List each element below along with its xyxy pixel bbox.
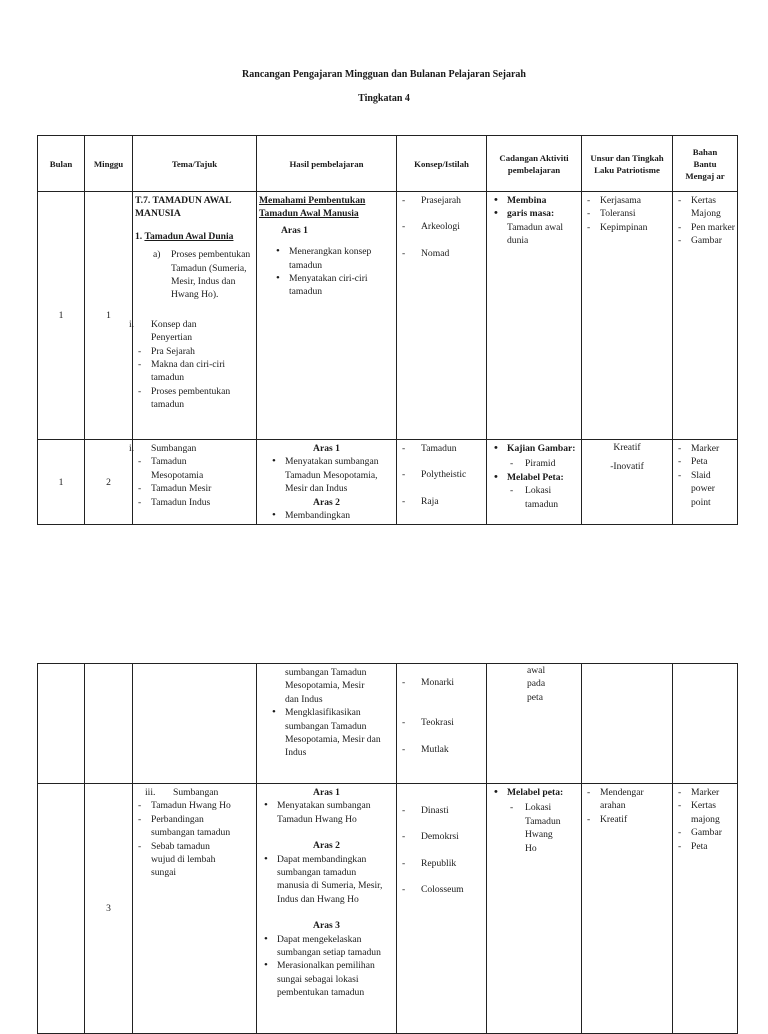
row3-cadangan-text: awal pada peta	[527, 665, 546, 703]
row2-tema-i-label: i.	[129, 443, 135, 454]
lesson-plan-table-page2	[37, 663, 738, 1034]
row3-konsep-list	[397, 664, 486, 758]
row2-tema-i-text: Sumbangan	[151, 443, 197, 454]
row2-tema-list	[135, 455, 254, 509]
row1-tema-i	[129, 318, 254, 345]
row4-bahan-cell	[673, 784, 738, 1034]
header-bahan: Bahan Bantu Mengaj ar	[673, 136, 738, 192]
list-item: • garis masa:	[489, 207, 579, 220]
list-item: - Tamadun Hwang Ho	[135, 799, 234, 812]
list-item: - Lokasi Tamadun Hwang Ho	[507, 801, 561, 855]
list-item: - Marker	[675, 442, 725, 455]
row1-minggu: 1	[85, 192, 133, 440]
row4-tema-list	[135, 799, 254, 879]
row3-unsur	[582, 664, 673, 784]
row2-hasil-cell	[257, 440, 397, 525]
list-item: - Tamadun Mesopotamia	[135, 455, 224, 482]
row1-unsur-cell	[582, 192, 673, 440]
list-item: • Melabel peta:	[489, 786, 579, 799]
row2-unsur-1: Kreatif	[613, 442, 641, 453]
list-item: - Kerjasama	[584, 194, 670, 207]
document-subtitle: Tingkatan 4	[358, 93, 410, 104]
row2-bulan: 1	[38, 440, 85, 525]
row4-cadangan-cell	[487, 784, 582, 1034]
list-item: - Peta	[675, 455, 725, 468]
list-item: - Prasejarah	[399, 194, 484, 207]
row3-hasil-list	[259, 706, 394, 760]
row2-cadangan-list	[487, 440, 581, 457]
row4-aras2: Aras 2	[313, 840, 340, 852]
row3-bahan	[673, 664, 738, 784]
list-item: - Marker	[675, 786, 731, 799]
row1-bahan-list	[673, 192, 737, 250]
row4-aras3: Aras 3	[313, 920, 340, 932]
list-item: - Mendengar arahan	[584, 786, 658, 813]
row4-konsep-cell	[397, 784, 487, 1034]
row1-konsep-list	[397, 192, 486, 262]
list-item: - Demokrsi	[399, 830, 484, 843]
row1-tema-list	[135, 345, 254, 412]
row4-konsep-list	[397, 784, 486, 899]
row4-tema-cell	[133, 784, 257, 1034]
list-item: - Nomad	[399, 247, 484, 260]
row2-tema-cell	[129, 440, 257, 525]
list-item: - Peta	[675, 840, 731, 853]
list-item: • Menyatakan sumbangan Tamadun Mesopotamia, Mesir dan Indus	[267, 455, 390, 495]
list-item: - Mutlak	[399, 743, 484, 756]
list-item: - Colosseum	[399, 883, 484, 896]
row2-unsur-cell	[582, 440, 673, 525]
row2-cad2-sub	[487, 484, 581, 511]
row1-tema-sub: Tamadun Awal Dunia	[144, 230, 234, 242]
document-title: Rancangan Pengajaran Mingguan dan Bulanan Pelajaran Sejarah	[242, 69, 526, 80]
header-konsep: Konsep/Istilah	[397, 136, 487, 192]
list-item: • Membina	[489, 194, 579, 207]
list-item: - Kertas Majong	[675, 194, 735, 221]
row1-tema-title: T.7. TAMADUN AWAL MANUSIA	[135, 195, 231, 220]
list-item: - Tamadun	[399, 442, 484, 455]
list-item: - Perbandingan sumbangan tamadun	[135, 813, 234, 840]
row1-hasil-title: Memahami Pembentukan Tamadun Awal Manusia	[259, 195, 366, 220]
header-tema: Tema/Tajuk	[133, 136, 257, 192]
list-item: • Menyatakan ciri-ciri tamadun	[271, 272, 384, 299]
row2-bahan-cell	[673, 440, 738, 525]
row3-tema	[133, 664, 257, 784]
list-item: - Raja	[399, 495, 484, 508]
list-item: - Kertas majong	[675, 799, 731, 826]
list-item: • Menyatakan sumbangan Tamadun Hwang Ho	[259, 799, 382, 826]
row3-konsep-cell	[397, 664, 487, 784]
row4-tema-i-text: Sumbangan	[173, 787, 219, 798]
table-row	[38, 784, 738, 1034]
header-unsur: Unsur dan Tingkah Laku Patriotisme	[582, 136, 673, 192]
list-item: • Menerangkan konsep tamadun	[271, 245, 384, 272]
lesson-plan-table-page1	[37, 135, 738, 525]
row2-tema-i	[129, 442, 254, 455]
row2-cadangan-cell	[487, 440, 582, 525]
row4-tema-i-label: iii.	[145, 787, 156, 798]
header-hasil: Hasil pembelajaran	[257, 136, 397, 192]
row4-aras3-list	[259, 933, 394, 1000]
list-item: • Mengklasifikasikan sumbangan Tamadun Mesopotamia, Mesir dan Indus	[267, 706, 390, 760]
list-item: • Melabel Peta:	[489, 471, 579, 484]
list-item: • Dapat mengekelaskan sumbangan setiap tamadun	[259, 933, 386, 960]
row4-hasil-cell	[257, 784, 397, 1034]
header-bulan: Bulan	[38, 136, 85, 192]
row1-cadangan-text: Tamadun awal dunia	[507, 221, 564, 247]
list-item: - Pen marker	[675, 221, 735, 234]
list-item: - Proses pembentukan tamadun	[135, 385, 244, 412]
row4-aras2-list	[259, 853, 394, 907]
row1-tema-num: 1.	[135, 230, 143, 242]
row1-bahan-cell	[673, 192, 738, 440]
row2-aras2: Aras 2	[313, 496, 340, 508]
row1-tema-a-text: Proses pembentukan Tamadun (Sumeria, Mesir, Indus dan Hwang Ho).	[171, 249, 251, 301]
list-item: - Sebab tamadun wujud di lembah sungai	[135, 840, 234, 880]
list-item: - Monarki	[399, 676, 484, 689]
header-minggu: Minggu	[85, 136, 133, 192]
row4-aras1-list	[259, 799, 394, 826]
list-item: - Slaid power point	[675, 469, 725, 509]
row2-aras1: Aras 1	[313, 443, 340, 454]
row1-tema-a	[135, 248, 254, 302]
header-cadangan: Cadangan Aktiviti pembelajaran	[487, 136, 582, 192]
row4-cad1-sub	[487, 801, 581, 855]
row2-konsep-cell	[397, 440, 487, 525]
row2-minggu: 2	[85, 440, 133, 525]
list-item: - Kreatif	[584, 813, 658, 826]
row1-hasil-cell	[257, 192, 397, 440]
row2-aras1-list	[259, 455, 394, 495]
row1-tema-a-label: a)	[153, 249, 161, 261]
list-item: - Dinasti	[399, 804, 484, 817]
list-item: - Kepimpinan	[584, 221, 670, 234]
list-item: - Polytheistic	[399, 468, 484, 481]
row3-cadangan-cell	[487, 664, 582, 784]
list-item: - Gambar	[675, 826, 731, 839]
row2-cadangan-list-2	[487, 471, 581, 484]
row2-konsep-list	[397, 440, 486, 510]
list-item: - Gambar	[675, 234, 735, 247]
table-row	[38, 440, 738, 525]
row1-hasil-aras: Aras 1	[281, 224, 308, 236]
list-item: - Tamadun Mesir	[135, 482, 224, 495]
row1-konsep-cell	[397, 192, 487, 440]
list-item: • Merasionalkan pemilihan sungai sebagai lokasi pembentukan tamadun	[259, 959, 386, 999]
row1-cadangan-list	[487, 192, 581, 223]
row1-tema-cell	[129, 192, 257, 440]
list-item: • Dapat membandingkan sumbangan tamadun manusia di Sumeria, Mesir, Indus dan Hwang Ho	[259, 853, 384, 907]
list-item: - Arkeologi	[399, 220, 484, 233]
row1-cadangan-cell	[487, 192, 582, 440]
row4-unsur-cell	[582, 784, 673, 1034]
row1-hasil-list	[259, 245, 394, 299]
list-item: - Makna dan ciri-ciri tamadun	[135, 358, 244, 385]
list-item: - Republik	[399, 857, 484, 870]
list-item: - Teokrasi	[399, 716, 484, 729]
table-header-row	[38, 136, 738, 192]
row4-unsur-list	[582, 784, 672, 828]
row4-bulan	[38, 784, 85, 1034]
row4-bahan-list	[673, 784, 737, 855]
row1-unsur-list	[582, 192, 672, 236]
row2-unsur-2: -Inovatif	[610, 461, 644, 473]
list-item: • Membandingkan	[267, 509, 394, 522]
list-item: - Lokasi tamadun	[507, 484, 561, 511]
row2-cad1-sub	[487, 457, 581, 470]
list-item: - Tamadun Indus	[135, 496, 224, 509]
row1-tema-i-label: i.	[129, 318, 135, 330]
row4-tema-i	[135, 786, 254, 799]
table-row	[38, 664, 738, 784]
row2-bahan-list	[673, 440, 737, 511]
list-item: - Piramid	[507, 457, 581, 470]
table-row	[38, 192, 738, 440]
row1-tema-i-text: Konsep dan Penyertian	[151, 318, 197, 344]
list-item: • Kajian Gambar:	[489, 442, 579, 455]
row4-aras1: Aras 1	[313, 787, 340, 798]
row4-minggu: 3	[85, 784, 133, 1034]
row1-tema-subheading	[135, 230, 254, 243]
list-item: - Toleransi	[584, 207, 670, 220]
row3-hasil-cell	[257, 664, 397, 784]
row1-bulan: 1	[38, 192, 85, 440]
row3-hasil-text: sumbangan Tamadun Mesopotamia, Mesir dan Indus	[285, 667, 367, 705]
row4-cadangan-list	[487, 784, 581, 801]
row2-aras2-list	[259, 509, 394, 522]
row3-minggu	[85, 664, 133, 784]
list-item: - Pra Sejarah	[135, 345, 244, 358]
row3-bulan	[38, 664, 85, 784]
